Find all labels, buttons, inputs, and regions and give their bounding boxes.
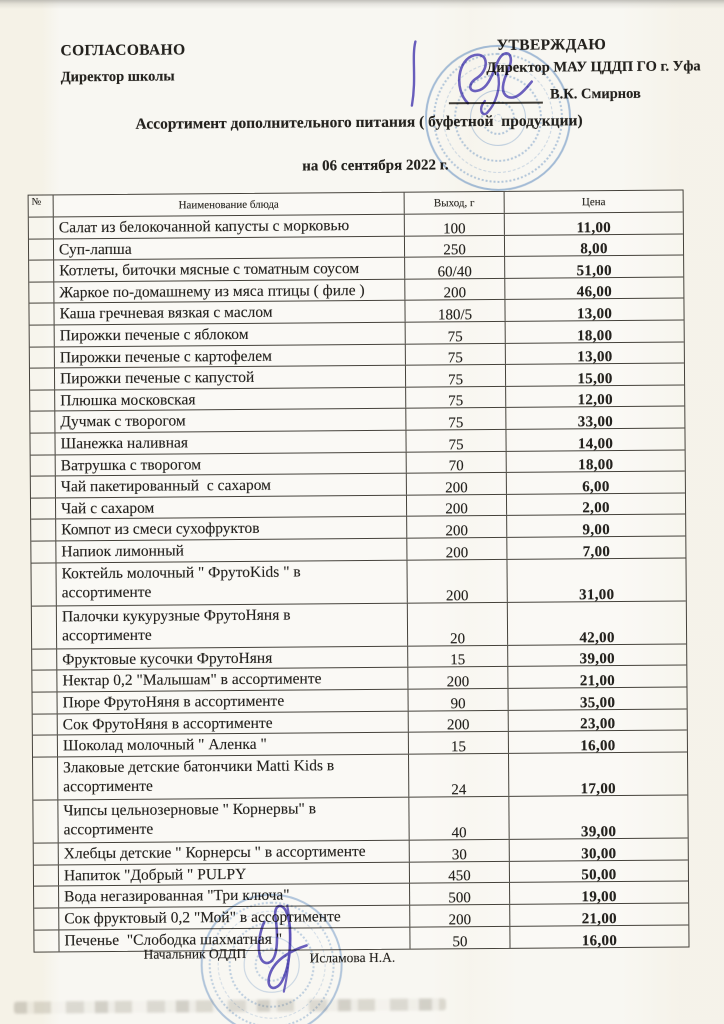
table-row: [33, 752, 687, 800]
price-cell: 21,00: [581, 910, 617, 927]
price-cell: 7,00: [582, 543, 611, 560]
table-row: [32, 666, 686, 693]
chief-signature-icon: [246, 899, 313, 998]
dish-name-cell: Злаковые детские батончики Matti Kids в ассортименте: [58, 754, 409, 799]
row-number-cell: [30, 369, 55, 390]
output-cell: 200: [407, 495, 507, 516]
dish-name-cell: Напиток "Добрый " PULPY: [59, 862, 410, 885]
dish-name-cell: Ватрушка с творогом: [56, 452, 407, 475]
price-cell: 16,00: [581, 933, 618, 950]
row-number-cell: [31, 520, 56, 541]
row-number-cell: [29, 261, 54, 282]
dish-name-cell: Нектар 0,2 "Малышам" в ассортименте: [57, 668, 408, 691]
dish-name-cell: Шанежка наливная: [55, 431, 406, 454]
output-cell: 24: [409, 754, 509, 797]
dish-name-cell: Жаркое по-домашнему из мяса птицы ( филе ): [54, 279, 405, 302]
price-cell: 15,00: [577, 370, 613, 388]
table-row: [31, 450, 685, 477]
approved-label: УТВЕРЖДАЮ: [496, 36, 607, 54]
director-name: В.К. Смирнов: [549, 85, 641, 103]
price-cell: 9,00: [582, 521, 611, 539]
table-row: [31, 536, 685, 563]
price-cell: 33,00: [577, 413, 614, 431]
row-number-cell: [33, 692, 58, 713]
row-number-cell: [33, 714, 58, 735]
price-cell: 21,00: [579, 673, 616, 690]
output-cell: 70: [407, 451, 507, 472]
output-cell: 200: [409, 711, 509, 732]
price-cell: 16,00: [580, 737, 616, 755]
price-cell: 51,00: [576, 262, 612, 280]
row-number-cell: [34, 908, 59, 929]
dish-name-cell: Пирожки печеные с картофелем: [55, 344, 406, 367]
dish-name-cell: Напиок лимонный: [56, 539, 407, 562]
table-row: [33, 731, 687, 758]
table-row: [29, 256, 683, 283]
director-signature-icon: [439, 45, 544, 118]
table-row: [34, 903, 688, 930]
page-title: Ассортимент дополнительного питания ( буфетной продукции): [135, 112, 583, 133]
dish-name-cell: Плюшка московская: [55, 387, 406, 410]
dish-name-cell: Фруктовые кусочки ФрутоНяня: [57, 647, 408, 670]
price-cell: 39,00: [580, 824, 617, 841]
price-cell: 13,00: [576, 305, 613, 323]
row-number-cell: [34, 844, 59, 865]
price-cell: 50,00: [581, 867, 617, 884]
output-cell: 60/40: [405, 257, 505, 278]
dish-name-cell: Шоколад молочный " Аленка ": [58, 733, 409, 756]
output-cell: 75: [406, 365, 506, 386]
price-cell: 8,00: [580, 241, 608, 258]
table-row: [32, 601, 686, 649]
price-cell: 18,00: [577, 327, 613, 344]
bleed-through-artifact: [14, 998, 446, 1013]
dish-name-cell: Каша гречневая вязкая с маслом: [54, 301, 405, 324]
output-cell: 180/5: [405, 300, 505, 321]
output-cell: 15: [408, 646, 508, 667]
table-row: [33, 709, 687, 736]
output-cell: 200: [408, 667, 508, 688]
row-number-cell: [31, 498, 56, 519]
row-number-cell: [33, 736, 58, 757]
dish-name-cell: Салат из белокочанной капусты с морковью: [54, 215, 405, 238]
output-cell: 200: [407, 538, 507, 559]
price-cell: 46,00: [576, 284, 613, 301]
dish-name-cell: Чипсы цельнозерновые " Корнервы" в ассортименте: [58, 798, 409, 843]
output-cell: 200: [407, 516, 507, 537]
price-cell: 12,00: [577, 392, 613, 409]
header-price: Цена: [581, 195, 606, 208]
output-cell: 90: [408, 689, 508, 710]
output-cell: 40: [409, 797, 509, 840]
output-cell: 50: [410, 926, 510, 948]
table-row: [29, 212, 683, 239]
director-org-label: Директор МАУ ЦДДП ГО г. Уфа: [486, 58, 701, 77]
footer-position-label: Начальник ОДДП: [143, 945, 247, 962]
dish-name-cell: Чай пакетированный с сахаром: [56, 474, 407, 497]
table-row: [32, 644, 686, 671]
dish-name-cell: Сок ФрутоНяня в ассортименте: [58, 711, 409, 734]
output-cell: 75: [406, 387, 506, 408]
table-row: [30, 407, 684, 434]
table-row: [29, 277, 683, 304]
date-line: на 06 сентября 2022 г.: [302, 157, 449, 175]
dish-name-cell: Пирожки печеные с яблоком: [55, 323, 406, 346]
row-number-cell: [33, 800, 58, 842]
price-cell: 14,00: [577, 435, 614, 452]
dish-name-cell: Чай с сахаром: [56, 495, 407, 518]
table-body: [29, 212, 689, 951]
dish-name-cell: Сок фруктовый 0,2 "Мой" в ассортименте: [59, 906, 410, 929]
output-cell: 450: [410, 862, 510, 883]
table-row: [34, 860, 688, 887]
row-number-cell: [34, 865, 59, 886]
table-row: [30, 385, 684, 412]
dish-name-cell: Компот из смеси сухофруктов: [56, 517, 407, 540]
output-cell: 250: [405, 235, 505, 256]
row-number-cell: [32, 606, 57, 648]
row-number-cell: [30, 412, 55, 433]
dish-name-cell: Котлеты, биточки мясные с томатным соусом: [54, 258, 405, 281]
row-number-cell: [29, 282, 54, 303]
table-row: [31, 558, 685, 606]
output-cell: 100: [405, 214, 505, 235]
price-cell: 19,00: [581, 889, 617, 906]
row-number-cell: [29, 217, 54, 238]
footer-signer-name: Исламова Н.А.: [309, 949, 396, 966]
pen-stroke-icon: [408, 40, 421, 108]
row-number-cell: [33, 757, 58, 799]
row-number-cell: [34, 887, 59, 908]
school-director-label: Директор школы: [60, 68, 175, 86]
row-number-cell: [31, 455, 56, 476]
row-number-cell: [31, 541, 56, 562]
table-row: [29, 234, 683, 261]
row-number-cell: [32, 649, 57, 670]
row-number-cell: [29, 304, 54, 325]
dish-name-cell: Пирожки печеные с капустой: [55, 366, 406, 389]
output-cell: 15: [409, 732, 509, 753]
row-number-cell: [31, 563, 56, 605]
table-row: [30, 320, 684, 347]
dish-name-cell: Палочки кукурузные ФрутоНяня в ассортименте: [57, 603, 408, 648]
dish-name-cell: Вода негазированная "Три ключа": [59, 884, 410, 907]
header-number: №: [29, 195, 54, 216]
table-row: [33, 795, 687, 843]
output-cell: 75: [406, 343, 506, 364]
table-row: [34, 839, 688, 866]
approval-block-left: [60, 41, 185, 86]
price-cell: 23,00: [580, 716, 616, 733]
output-cell: 75: [406, 408, 506, 429]
row-number-cell: [30, 433, 55, 454]
row-number-cell: [29, 239, 54, 260]
table-row: [30, 428, 684, 455]
price-cell: 2,00: [582, 500, 610, 517]
table-row: [30, 364, 684, 391]
table-row: [34, 882, 688, 909]
dish-name-cell: Суп-лапша: [54, 236, 405, 259]
table-row: [31, 472, 685, 499]
output-cell: 200: [410, 905, 510, 926]
row-number-cell: [30, 347, 55, 368]
price-cell: 11,00: [576, 219, 612, 236]
row-number-cell: [30, 390, 55, 411]
output-cell: 75: [406, 322, 506, 343]
table-row: [31, 493, 685, 520]
table-row: [33, 688, 687, 715]
price-cell: 18,00: [578, 457, 614, 474]
table-row: [29, 299, 683, 326]
table-row: [31, 515, 685, 542]
output-cell: 200: [405, 279, 505, 300]
row-number-cell: [30, 325, 55, 346]
dish-name-cell: Печенье "Слободка шахматная ": [59, 927, 410, 951]
output-cell: 200: [407, 473, 507, 494]
dish-name-cell: Дучмак с творогом: [55, 409, 406, 432]
dish-name-cell: Коктейль молочный " ФрутоKids " в ассортименте: [56, 560, 407, 605]
header-dish-name: Наименование блюда: [54, 193, 405, 217]
output-cell: 75: [406, 430, 506, 451]
price-cell: 13,00: [577, 349, 613, 366]
price-cell: 17,00: [580, 781, 616, 798]
price-cell: 35,00: [579, 694, 616, 711]
agreed-label: СОГЛАСОВАНО: [60, 41, 186, 60]
table-row: [30, 342, 684, 369]
output-cell: 30: [410, 840, 510, 861]
output-cell: 200: [407, 559, 507, 602]
footer: [3, 935, 724, 981]
price-cell: 6,00: [582, 478, 610, 495]
price-cell: 39,00: [579, 651, 615, 668]
header-output: Выход, г: [405, 192, 505, 214]
output-cell: 20: [408, 603, 508, 646]
price-cell: 30,00: [581, 845, 617, 863]
row-number-cell: [31, 477, 56, 498]
price-cell: 31,00: [579, 586, 615, 603]
dish-name-cell: Хлебцы детские " Корнерсы " в ассортименте: [59, 841, 410, 864]
dish-name-cell: Пюре ФрутоНяня в ассортименте: [58, 690, 409, 713]
output-cell: 500: [410, 883, 510, 904]
menu-table: [28, 189, 690, 952]
row-number-cell: [32, 671, 57, 692]
price-cell: 42,00: [579, 629, 615, 647]
